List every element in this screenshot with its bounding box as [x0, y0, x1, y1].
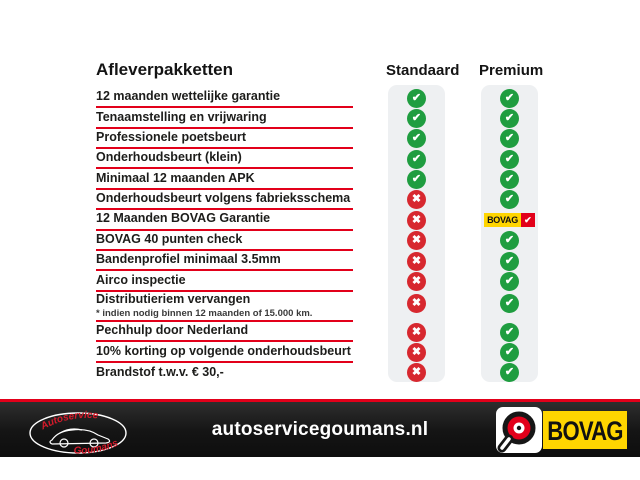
column-header-premium: Premium: [479, 62, 544, 79]
check-icon: ✔: [500, 129, 519, 148]
standaard-cell: [388, 190, 445, 210]
standaard-cell: [388, 88, 445, 108]
cross-icon: ✖: [407, 252, 426, 271]
table-row: [96, 271, 538, 291]
bovag-logo-text: BOVAG: [547, 417, 623, 447]
column-header-standaard: Standaard: [386, 62, 460, 79]
row-sublabel: * indien nodig binnen 12 maanden of 15.000 km.: [96, 307, 313, 319]
bovag-badge-label: BOVAG: [484, 213, 521, 227]
row-label: Bandenprofiel minimaal 3.5mm: [96, 252, 281, 267]
cross-icon: ✖: [407, 323, 426, 342]
row-label-cell: [96, 342, 353, 362]
table-row: [96, 342, 538, 362]
logo-text-top: Autoservice: [39, 409, 99, 433]
bovag-badge-check-icon: ✔: [521, 213, 535, 227]
check-icon: ✔: [407, 129, 426, 148]
row-label-cell: [96, 190, 353, 210]
table-row: [96, 292, 538, 323]
check-icon: ✔: [407, 170, 426, 189]
check-icon: ✔: [500, 294, 519, 313]
premium-cell: [481, 251, 538, 271]
check-icon: ✔: [500, 252, 519, 271]
standaard-cell: [388, 129, 445, 149]
bovag-badge: [484, 213, 535, 227]
premium-cell: [481, 169, 538, 189]
cross-icon: ✖: [407, 231, 426, 250]
premium-cell: [481, 210, 538, 230]
check-icon: ✔: [500, 272, 519, 291]
standaard-cell: [388, 210, 445, 230]
row-label-cell: [96, 271, 353, 291]
cross-icon: ✖: [407, 272, 426, 291]
row-label: 12 maanden wettelijke garantie: [96, 89, 281, 104]
cross-icon: ✖: [407, 363, 426, 382]
check-icon: ✔: [500, 363, 519, 382]
row-label-cell: [96, 231, 353, 251]
premium-cell: [481, 271, 538, 291]
cross-icon: ✖: [407, 190, 426, 209]
row-label-cell: [96, 88, 353, 108]
standaard-cell: [388, 231, 445, 251]
premium-cell: [481, 363, 538, 383]
table-row: [96, 129, 538, 149]
row-label-cell: [96, 251, 353, 271]
standaard-cell: [388, 251, 445, 271]
premium-cell: [481, 190, 538, 210]
row-label-cell: [96, 210, 353, 230]
check-icon: ✔: [407, 150, 426, 169]
row-label-cell: [96, 292, 353, 323]
row-label: 12 Maanden BOVAG Garantie: [96, 211, 271, 226]
row-label-cell: [96, 129, 353, 149]
premium-cell: [481, 231, 538, 251]
table-row: [96, 210, 538, 230]
bovag-logo: [496, 406, 627, 454]
footer-banner: [0, 399, 640, 457]
row-label: Professionele poetsbeurt: [96, 130, 247, 145]
premium-cell: [481, 292, 538, 323]
row-label: Onderhoudsbeurt (klein): [96, 150, 242, 165]
website-url: autoservicegoumans.nl: [211, 419, 429, 440]
check-icon: ✔: [407, 109, 426, 128]
premium-cell: [481, 88, 538, 108]
row-label: Brandstof t.w.v. € 30,-: [96, 365, 224, 380]
table-row: [96, 231, 538, 251]
row-label: Distributieriem vervangen: [96, 291, 251, 306]
table-row: [96, 169, 538, 189]
row-label-cell: [96, 169, 353, 189]
cross-icon: ✖: [407, 211, 426, 230]
table-row: [96, 251, 538, 271]
premium-cell: [481, 322, 538, 342]
row-label: 10% korting op volgende onderhoudsbeurt: [96, 343, 351, 358]
page-title: Afleverpakketten: [96, 60, 234, 79]
premium-cell: [481, 108, 538, 128]
row-label: Minimaal 12 maanden APK: [96, 170, 255, 185]
row-label-cell: [96, 108, 353, 128]
row-label: Pechhulp door Nederland: [96, 323, 249, 338]
check-icon: ✔: [500, 109, 519, 128]
check-icon: ✔: [500, 323, 519, 342]
table-row: [96, 322, 538, 342]
check-icon: ✔: [500, 89, 519, 108]
check-icon: ✔: [407, 89, 426, 108]
standaard-cell: [388, 108, 445, 128]
standaard-cell: [388, 322, 445, 342]
premium-cell: [481, 129, 538, 149]
standaard-cell: [388, 292, 445, 323]
cross-icon: ✖: [407, 294, 426, 313]
standaard-cell: [388, 271, 445, 291]
table-row: [96, 88, 538, 108]
row-label: Onderhoudsbeurt volgens fabrieksschema: [96, 191, 351, 206]
standaard-cell: [388, 169, 445, 189]
check-icon: ✔: [500, 190, 519, 209]
standaard-cell: [388, 342, 445, 362]
standaard-cell: [388, 149, 445, 169]
table-row: [96, 108, 538, 128]
standaard-cell: [388, 363, 445, 383]
row-label-cell: [96, 149, 353, 169]
check-icon: ✔: [500, 343, 519, 362]
comparison-table: [96, 88, 538, 383]
table-row: [96, 363, 538, 383]
check-icon: ✔: [500, 150, 519, 169]
premium-cell: [481, 149, 538, 169]
check-icon: ✔: [500, 170, 519, 189]
table-row: [96, 149, 538, 169]
table-row: [96, 190, 538, 210]
row-label-cell: [96, 363, 353, 383]
row-label: BOVAG 40 punten check: [96, 231, 243, 246]
logo-text-bottom: Goumans: [73, 437, 120, 457]
row-label: Airco inspectie: [96, 272, 186, 287]
row-label-cell: [96, 322, 353, 342]
check-icon: ✔: [500, 231, 519, 250]
row-label: Tenaamstelling en vrijwaring: [96, 109, 267, 124]
premium-cell: [481, 342, 538, 362]
cross-icon: ✖: [407, 343, 426, 362]
